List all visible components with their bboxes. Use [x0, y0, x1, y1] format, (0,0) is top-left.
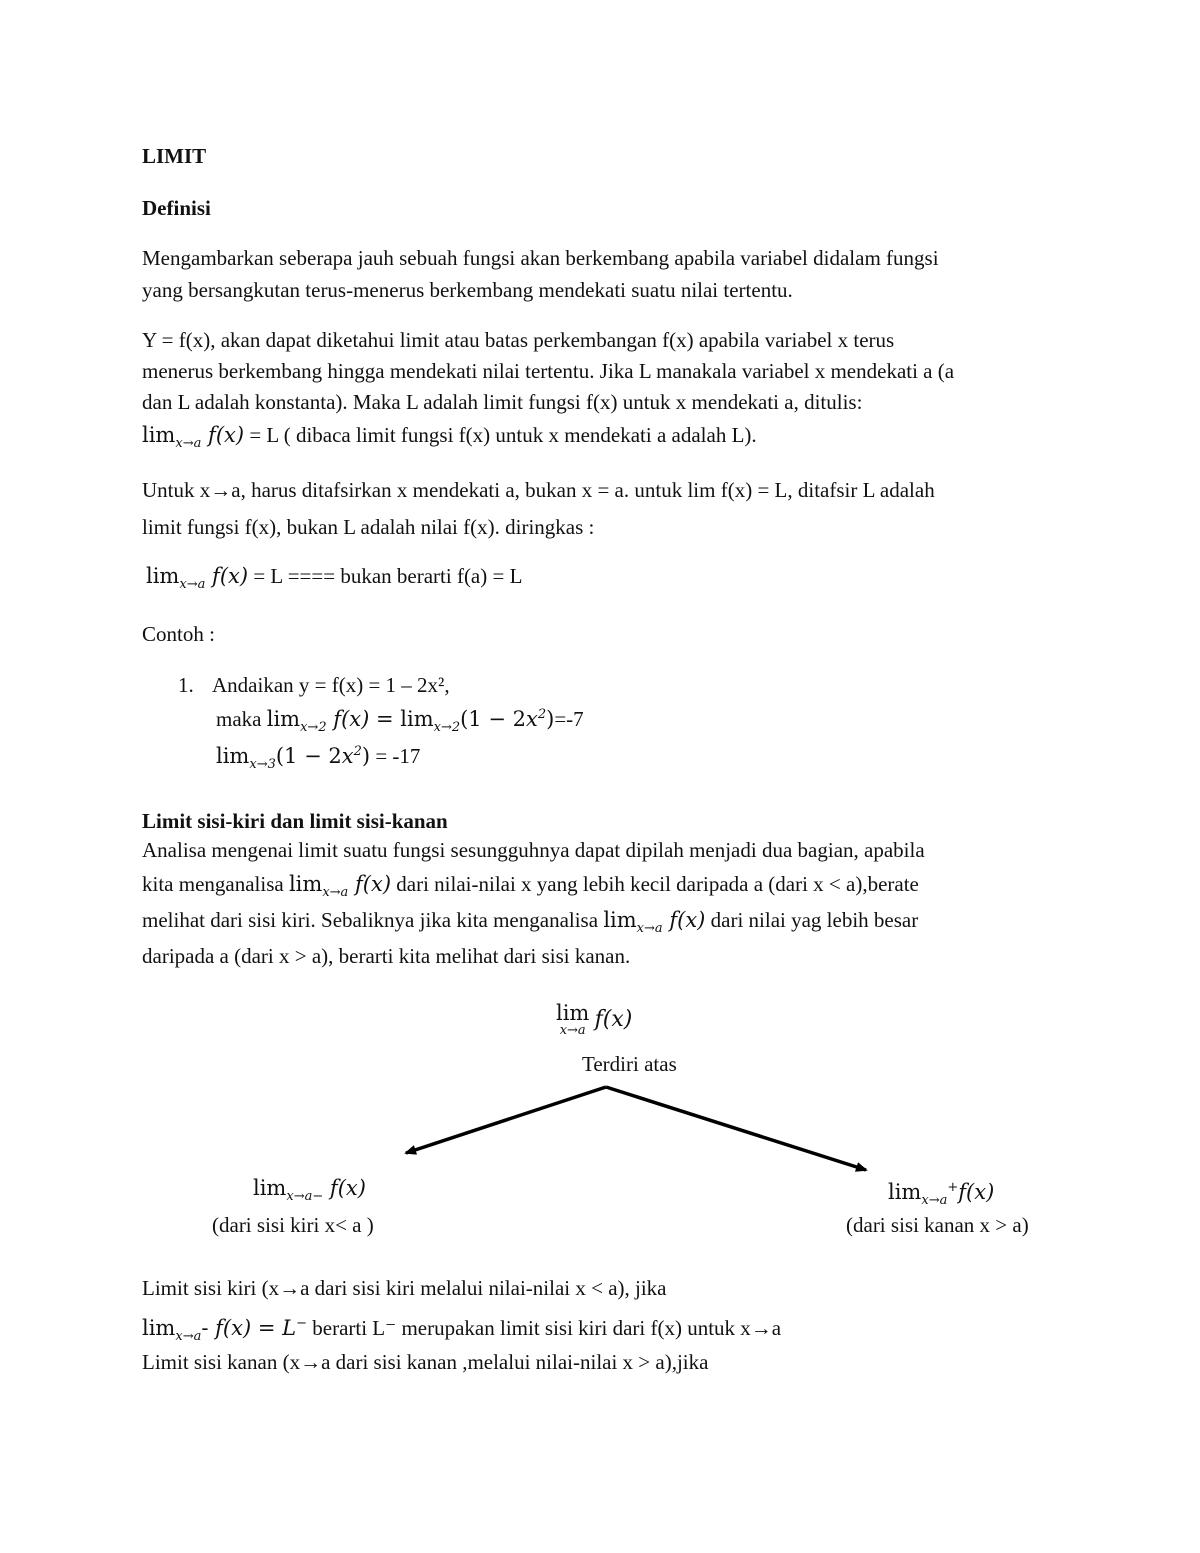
limit-expression: $\lim_{x\to a} f(x)$ [288, 872, 392, 900]
left-limit-caption: (dari sisi kiri x< a ) [212, 1213, 374, 1237]
limit-expression: lim x→a [556, 1001, 590, 1038]
contoh-item-number: 1. [178, 673, 194, 697]
contoh-item-line3-result: = -17 [375, 744, 421, 768]
definisi-p3-line1: Untuk x→a, harus ditafsirkan x mendekati a, bukan x = a. untuk lim f(x) = L, ditafsir L adalah [142, 478, 935, 502]
definisi-p2-line3: dan L adalah konstanta). Maka L adalah limit fungsi f(x) untuk x mendekati a, ditulis: [142, 390, 863, 414]
doc-title: LIMIT [142, 144, 207, 168]
definisi-p3-line2: limit fungsi f(x), bukan L adalah nilai f(x). diringkas : [142, 515, 595, 539]
right-limit: $\lim_{x\to a}^+f(x)$ [888, 1180, 995, 1208]
definisi-p2-line2: menerus berkembang hingga mendekati nilai tertentu. Jika L manakala variabel x mendekati a (a [142, 359, 955, 383]
definisi-p4-text: = L ==== bukan berarti f(a) = L [253, 564, 523, 588]
definisi-heading: Definisi [142, 196, 211, 220]
contoh-item-line2-result: =-7 [554, 707, 584, 731]
left-limit-expression: $\lim_{x\to a}-$ f(x) = L− [142, 1316, 307, 1344]
left-arrow [406, 1087, 606, 1153]
bottom-line2-suffix: berarti L⁻ merupakan limit sisi kiri dari f(x) untuk x→a [312, 1316, 782, 1340]
diagram-top-limit: lim x→a f(x) [556, 1001, 633, 1038]
contoh-item-line2-prefix: maka [216, 707, 262, 731]
limit-expression: $\lim_{x\to 3}(1 - 2x^2)$ [216, 744, 371, 772]
limit-expression: $\lim_{x\to a} f(x)$ [603, 908, 706, 936]
right-limit-caption: (dari sisi kanan x > a) [846, 1213, 1029, 1237]
contoh-item-line1: Andaikan y = f(x) = 1 – 2x², [212, 673, 450, 697]
definisi-p1-line1: Mengambarkan seberapa jauh sebuah fungsi akan berkembang apabila variabel didalam fungsi [142, 246, 939, 270]
limit-expression: $\lim_{x\to a} f(x)$ [146, 564, 249, 592]
sisi-heading: Limit sisi-kiri dan limit sisi-kanan [142, 809, 448, 833]
limit-expression: $\lim_{x\to a} f(x)$ [142, 423, 245, 451]
bottom-line1: Limit sisi kiri (x→a dari sisi kiri melalui nilai-nilai x < a), jika [142, 1276, 667, 1300]
sisi-line1: Analisa mengenai limit suatu fungsi sesungguhnya dapat dipilah menjadi dua bagian, apabila [142, 838, 925, 862]
sisi-line2-suffix: dari nilai-nilai x yang lebih kecil daripada a (dari x < a),berate [396, 872, 919, 896]
definisi-p1-line2: yang bersangkutan terus-menerus berkembang mendekati suatu nilai tertentu. [142, 278, 793, 302]
definisi-p2-line1: Y = f(x), akan dapat diketahui limit atau batas perkembangan f(x) apabila variabel x terus [142, 328, 895, 352]
limit-expression: $\lim_{x\to 2} f(x) = \lim_{x\to 2}(1 - 2x^2)$ [266, 707, 555, 735]
right-arrow [606, 1087, 866, 1170]
sisi-line2-prefix: kita menganalisa [142, 872, 284, 896]
left-limit: $\lim_{x\to a-} f(x)$ [253, 1176, 366, 1204]
sisi-line3-prefix: melihat dari sisi kiri. Sebaliknya jika kita menganalisa [142, 908, 599, 932]
sisi-line3-suffix: dari nilai yag lebih besar [710, 908, 919, 932]
diagram-top-label: Terdiri atas [582, 1052, 677, 1076]
bottom-line3: Limit sisi kanan (x→a dari sisi kanan ,melalui nilai-nilai x > a),jika [142, 1350, 709, 1374]
contoh-label: Contoh : [142, 622, 215, 646]
sisi-line4: daripada a (dari x > a), berarti kita melihat dari sisi kanan. [142, 944, 631, 968]
definisi-p2-line4-text: = L ( dibaca limit fungsi f(x) untuk x mendekati a adalah L). [249, 423, 757, 447]
